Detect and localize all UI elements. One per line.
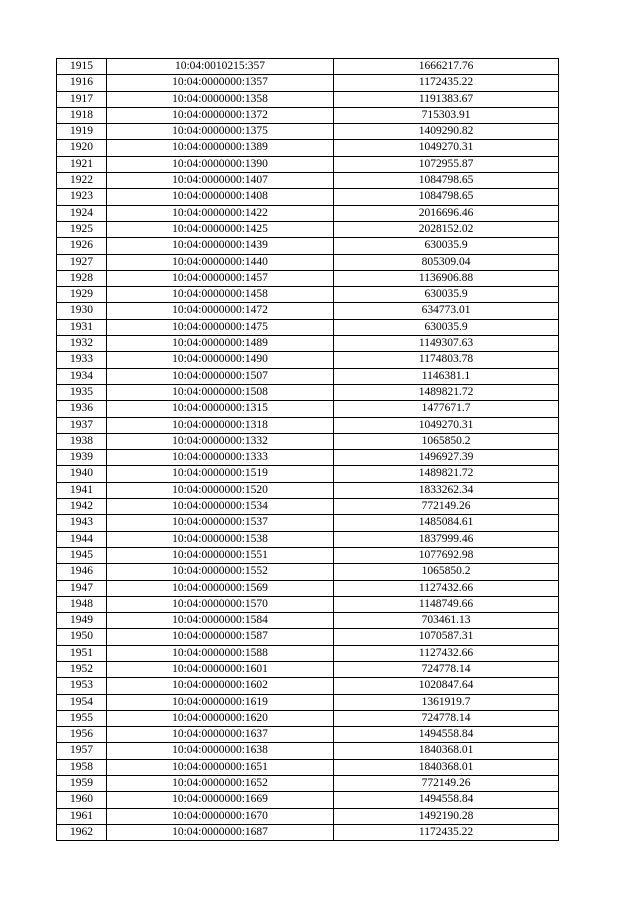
- table-row: [57, 189, 559, 205]
- row-number-cell: 1931: [57, 319, 107, 335]
- table-row: [57, 792, 559, 808]
- table-row: [57, 450, 559, 466]
- table-row: [57, 743, 559, 759]
- cadastral-number-cell: 10:04:0000000:1652: [107, 776, 334, 792]
- cadastral-number-cell: 10:04:0000000:1638: [107, 743, 334, 759]
- row-number-cell: 1928: [57, 270, 107, 286]
- value-cell: 1070587.31: [334, 629, 559, 645]
- cadastral-number-cell: 10:04:0000000:1587: [107, 629, 334, 645]
- table-row: [57, 254, 559, 270]
- value-cell: 1077692.98: [334, 547, 559, 563]
- cadastral-number-cell: 10:04:0000000:1318: [107, 417, 334, 433]
- table-row: [57, 205, 559, 221]
- row-number-cell: 1924: [57, 205, 107, 221]
- value-cell: 634773.01: [334, 303, 559, 319]
- row-number-cell: 1915: [57, 59, 107, 75]
- value-cell: 630035.9: [334, 238, 559, 254]
- row-number-cell: 1921: [57, 156, 107, 172]
- row-number-cell: 1922: [57, 173, 107, 189]
- table-row: [57, 710, 559, 726]
- table-row: [57, 238, 559, 254]
- row-number-cell: 1933: [57, 352, 107, 368]
- row-number-cell: 1947: [57, 580, 107, 596]
- cadastral-number-cell: 10:04:0000000:1425: [107, 221, 334, 237]
- table-row: [57, 580, 559, 596]
- value-cell: 1361919.7: [334, 694, 559, 710]
- table-body: [57, 59, 559, 841]
- row-number-cell: 1957: [57, 743, 107, 759]
- row-number-cell: 1916: [57, 75, 107, 91]
- cadastral-number-cell: 10:04:0000000:1601: [107, 661, 334, 677]
- table-row: [57, 124, 559, 140]
- row-number-cell: 1943: [57, 515, 107, 531]
- row-number-cell: 1954: [57, 694, 107, 710]
- table-row: [57, 759, 559, 775]
- value-cell: 1065850.2: [334, 564, 559, 580]
- row-number-cell: 1925: [57, 221, 107, 237]
- value-cell: 2028152.02: [334, 221, 559, 237]
- table-row: [57, 661, 559, 677]
- value-cell: 1136906.88: [334, 270, 559, 286]
- cadastral-number-cell: 10:04:0000000:1570: [107, 596, 334, 612]
- value-cell: 1172435.22: [334, 75, 559, 91]
- table-row: [57, 547, 559, 563]
- table-row: [57, 564, 559, 580]
- cadastral-number-cell: 10:04:0000000:1372: [107, 107, 334, 123]
- value-cell: 1494558.84: [334, 792, 559, 808]
- row-number-cell: 1941: [57, 482, 107, 498]
- table-row: [57, 629, 559, 645]
- cadastral-number-cell: 10:04:0000000:1375: [107, 124, 334, 140]
- cadastral-number-cell: 10:04:0000000:1552: [107, 564, 334, 580]
- cadastral-number-cell: 10:04:0000000:1458: [107, 287, 334, 303]
- value-cell: 1496927.39: [334, 450, 559, 466]
- value-cell: 1489821.72: [334, 384, 559, 400]
- row-number-cell: 1926: [57, 238, 107, 254]
- value-cell: 1833262.34: [334, 482, 559, 498]
- cadastral-number-cell: 10:04:0000000:1389: [107, 140, 334, 156]
- row-number-cell: 1960: [57, 792, 107, 808]
- row-number-cell: 1935: [57, 384, 107, 400]
- value-cell: 1084798.65: [334, 173, 559, 189]
- cadastral-number-cell: 10:04:0000000:1390: [107, 156, 334, 172]
- row-number-cell: 1919: [57, 124, 107, 140]
- value-cell: 1492190.28: [334, 808, 559, 824]
- cadastral-number-cell: 10:04:0000000:1315: [107, 401, 334, 417]
- value-cell: 1127432.66: [334, 645, 559, 661]
- row-number-cell: 1949: [57, 613, 107, 629]
- table-row: [57, 140, 559, 156]
- row-number-cell: 1962: [57, 824, 107, 840]
- row-number-cell: 1939: [57, 450, 107, 466]
- table-row: [57, 433, 559, 449]
- value-cell: 1840368.01: [334, 759, 559, 775]
- cadastral-number-cell: 10:04:0000000:1408: [107, 189, 334, 205]
- cadastral-number-cell: 10:04:0000000:1407: [107, 173, 334, 189]
- cadastral-number-cell: 10:04:0010215:357: [107, 59, 334, 75]
- row-number-cell: 1961: [57, 808, 107, 824]
- cadastral-number-cell: 10:04:0000000:1569: [107, 580, 334, 596]
- cadastral-number-cell: 10:04:0000000:1457: [107, 270, 334, 286]
- data-table: [56, 58, 559, 841]
- table-row: [57, 156, 559, 172]
- cadastral-number-cell: 10:04:0000000:1551: [107, 547, 334, 563]
- table-row: [57, 694, 559, 710]
- value-cell: 1065850.2: [334, 433, 559, 449]
- table-row: [57, 91, 559, 107]
- table-row: [57, 368, 559, 384]
- cadastral-number-cell: 10:04:0000000:1537: [107, 515, 334, 531]
- row-number-cell: 1956: [57, 727, 107, 743]
- value-cell: 805309.04: [334, 254, 559, 270]
- row-number-cell: 1934: [57, 368, 107, 384]
- value-cell: 1072955.87: [334, 156, 559, 172]
- cadastral-number-cell: 10:04:0000000:1670: [107, 808, 334, 824]
- table-row: [57, 336, 559, 352]
- table-row: [57, 482, 559, 498]
- row-number-cell: 1920: [57, 140, 107, 156]
- table-row: [57, 613, 559, 629]
- row-number-cell: 1955: [57, 710, 107, 726]
- table-row: [57, 303, 559, 319]
- value-cell: 724778.14: [334, 710, 559, 726]
- cadastral-number-cell: 10:04:0000000:1619: [107, 694, 334, 710]
- row-number-cell: 1952: [57, 661, 107, 677]
- value-cell: 772149.26: [334, 776, 559, 792]
- row-number-cell: 1942: [57, 499, 107, 515]
- value-cell: 1489821.72: [334, 466, 559, 482]
- value-cell: 630035.9: [334, 287, 559, 303]
- row-number-cell: 1932: [57, 336, 107, 352]
- cadastral-number-cell: 10:04:0000000:1584: [107, 613, 334, 629]
- table-row: [57, 499, 559, 515]
- table-row: [57, 221, 559, 237]
- table-row: [57, 270, 559, 286]
- row-number-cell: 1917: [57, 91, 107, 107]
- table-row: [57, 727, 559, 743]
- cadastral-number-cell: 10:04:0000000:1534: [107, 499, 334, 515]
- value-cell: 1191383.67: [334, 91, 559, 107]
- value-cell: 630035.9: [334, 319, 559, 335]
- cadastral-number-cell: 10:04:0000000:1358: [107, 91, 334, 107]
- value-cell: 772149.26: [334, 499, 559, 515]
- row-number-cell: 1940: [57, 466, 107, 482]
- value-cell: 1174803.78: [334, 352, 559, 368]
- table-row: [57, 678, 559, 694]
- table-row: [57, 384, 559, 400]
- value-cell: 2016696.46: [334, 205, 559, 221]
- value-cell: 703461.13: [334, 613, 559, 629]
- row-number-cell: 1923: [57, 189, 107, 205]
- table-row: [57, 776, 559, 792]
- cadastral-number-cell: 10:04:0000000:1475: [107, 319, 334, 335]
- value-cell: 1837999.46: [334, 531, 559, 547]
- table-row: [57, 287, 559, 303]
- value-cell: 715303.91: [334, 107, 559, 123]
- value-cell: 1049270.31: [334, 140, 559, 156]
- table-row: [57, 645, 559, 661]
- cadastral-number-cell: 10:04:0000000:1620: [107, 710, 334, 726]
- table-row: [57, 466, 559, 482]
- cadastral-number-cell: 10:04:0000000:1538: [107, 531, 334, 547]
- table-row: [57, 107, 559, 123]
- value-cell: 1127432.66: [334, 580, 559, 596]
- cadastral-number-cell: 10:04:0000000:1507: [107, 368, 334, 384]
- value-cell: 1149307.63: [334, 336, 559, 352]
- value-cell: 1020847.64: [334, 678, 559, 694]
- row-number-cell: 1927: [57, 254, 107, 270]
- cadastral-number-cell: 10:04:0000000:1602: [107, 678, 334, 694]
- table-row: [57, 173, 559, 189]
- cadastral-number-cell: 10:04:0000000:1687: [107, 824, 334, 840]
- table-row: [57, 531, 559, 547]
- cadastral-number-cell: 10:04:0000000:1520: [107, 482, 334, 498]
- row-number-cell: 1937: [57, 417, 107, 433]
- row-number-cell: 1948: [57, 596, 107, 612]
- value-cell: 724778.14: [334, 661, 559, 677]
- cadastral-number-cell: 10:04:0000000:1508: [107, 384, 334, 400]
- cadastral-number-cell: 10:04:0000000:1519: [107, 466, 334, 482]
- cadastral-number-cell: 10:04:0000000:1637: [107, 727, 334, 743]
- table-row: [57, 515, 559, 531]
- cadastral-number-cell: 10:04:0000000:1422: [107, 205, 334, 221]
- cadastral-number-cell: 10:04:0000000:1439: [107, 238, 334, 254]
- cadastral-number-cell: 10:04:0000000:1472: [107, 303, 334, 319]
- row-number-cell: 1950: [57, 629, 107, 645]
- cadastral-number-cell: 10:04:0000000:1333: [107, 450, 334, 466]
- value-cell: 1840368.01: [334, 743, 559, 759]
- table-row: [57, 75, 559, 91]
- cadastral-number-cell: 10:04:0000000:1357: [107, 75, 334, 91]
- table-row: [57, 401, 559, 417]
- row-number-cell: 1930: [57, 303, 107, 319]
- value-cell: 1172435.22: [334, 824, 559, 840]
- table-row: [57, 808, 559, 824]
- row-number-cell: 1958: [57, 759, 107, 775]
- value-cell: 1409290.82: [334, 124, 559, 140]
- cadastral-number-cell: 10:04:0000000:1489: [107, 336, 334, 352]
- row-number-cell: 1953: [57, 678, 107, 694]
- table-row: [57, 596, 559, 612]
- row-number-cell: 1918: [57, 107, 107, 123]
- table-row: [57, 417, 559, 433]
- table-row: [57, 59, 559, 75]
- value-cell: 1146381.1: [334, 368, 559, 384]
- table-row: [57, 352, 559, 368]
- row-number-cell: 1959: [57, 776, 107, 792]
- value-cell: 1666217.76: [334, 59, 559, 75]
- cadastral-number-cell: 10:04:0000000:1440: [107, 254, 334, 270]
- value-cell: 1494558.84: [334, 727, 559, 743]
- row-number-cell: 1929: [57, 287, 107, 303]
- value-cell: 1477671.7: [334, 401, 559, 417]
- value-cell: 1485084.61: [334, 515, 559, 531]
- table-row: [57, 319, 559, 335]
- cadastral-number-cell: 10:04:0000000:1651: [107, 759, 334, 775]
- row-number-cell: 1951: [57, 645, 107, 661]
- cadastral-number-cell: 10:04:0000000:1669: [107, 792, 334, 808]
- value-cell: 1148749.66: [334, 596, 559, 612]
- cadastral-number-cell: 10:04:0000000:1588: [107, 645, 334, 661]
- row-number-cell: 1944: [57, 531, 107, 547]
- table-row: [57, 824, 559, 840]
- value-cell: 1084798.65: [334, 189, 559, 205]
- row-number-cell: 1946: [57, 564, 107, 580]
- row-number-cell: 1936: [57, 401, 107, 417]
- cadastral-number-cell: 10:04:0000000:1490: [107, 352, 334, 368]
- cadastral-number-cell: 10:04:0000000:1332: [107, 433, 334, 449]
- value-cell: 1049270.31: [334, 417, 559, 433]
- row-number-cell: 1938: [57, 433, 107, 449]
- row-number-cell: 1945: [57, 547, 107, 563]
